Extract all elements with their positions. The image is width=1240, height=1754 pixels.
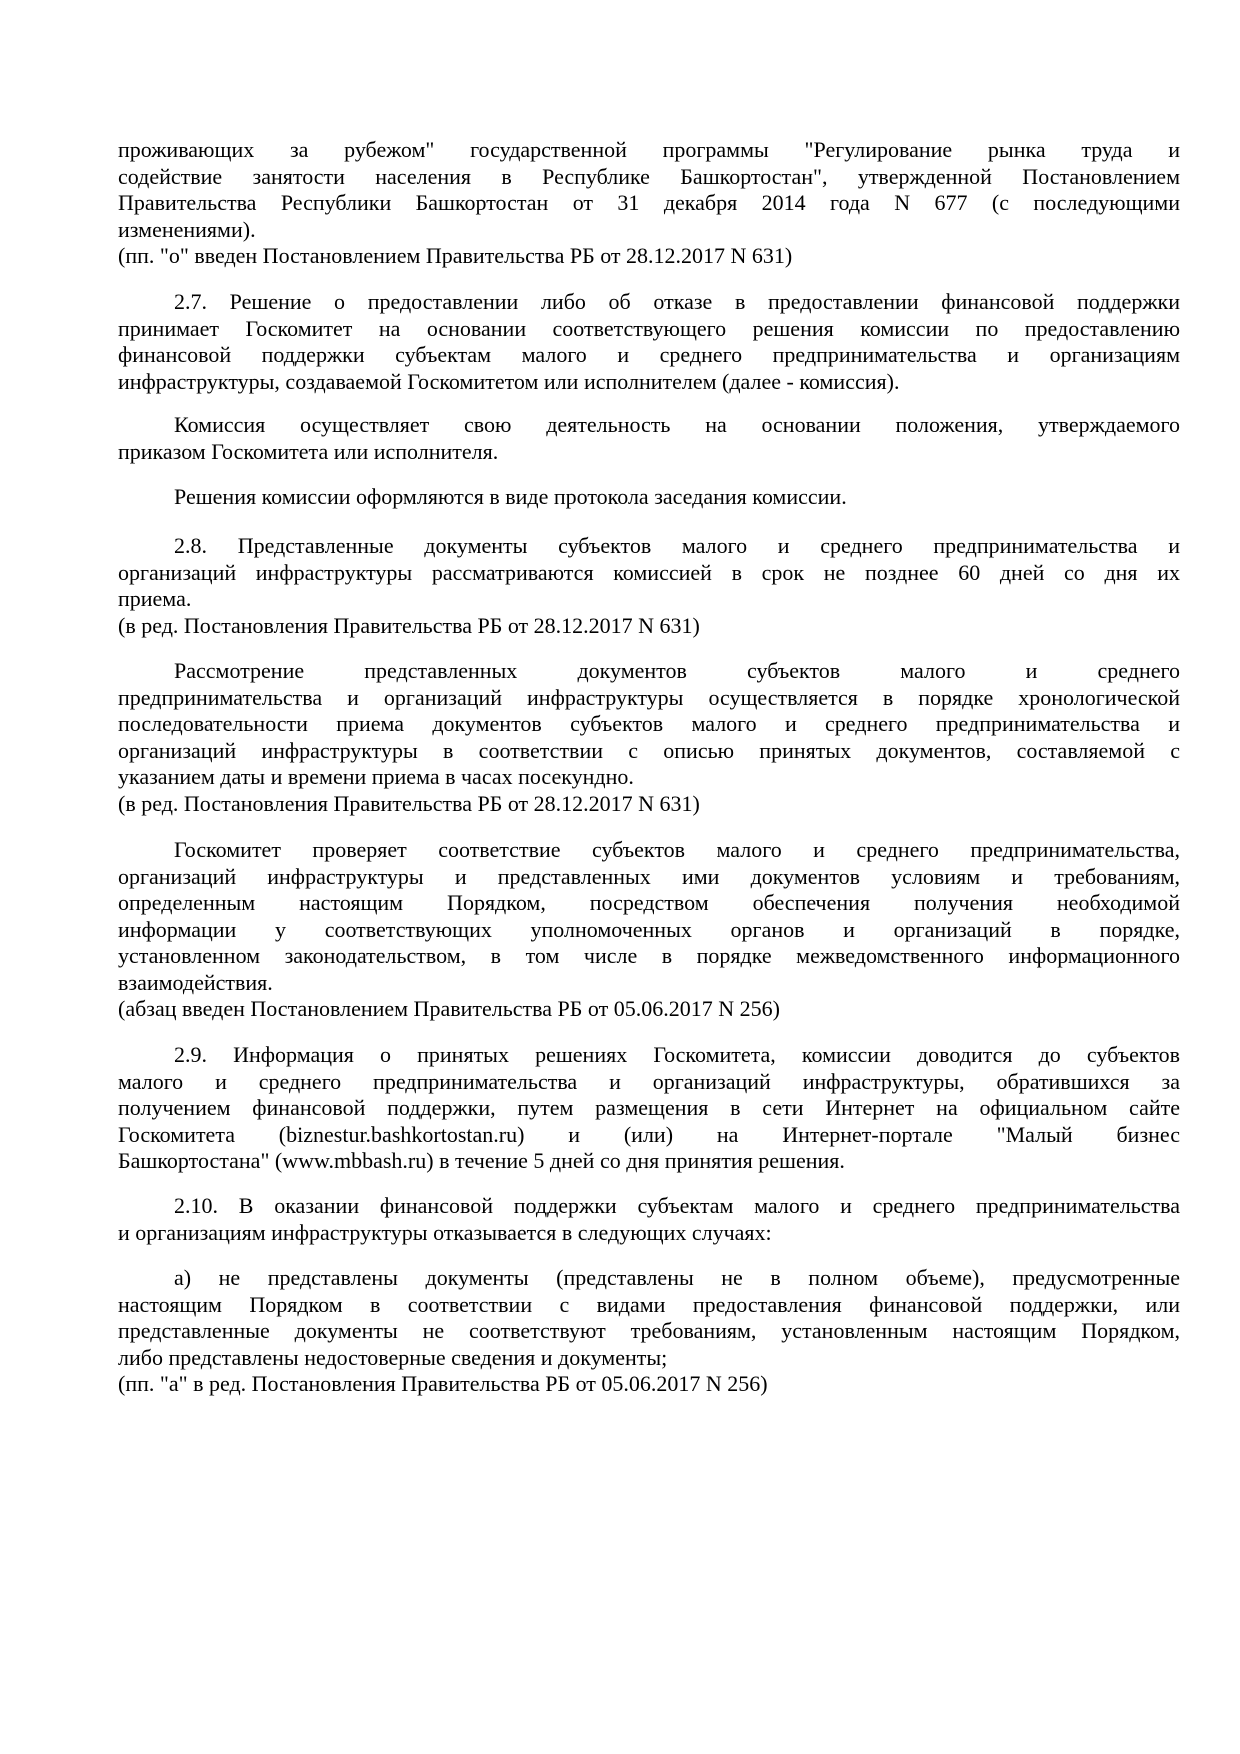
- text-line: изменениями).: [118, 216, 256, 242]
- text-line: инфраструктуры, создаваемой Госкомитетом или исполнителем (далее - комиссия).: [118, 368, 900, 394]
- paragraph: [118, 1193, 1180, 1246]
- text-line: представленные документы не соответствуют требованиям, установленным настоящим Порядком,: [118, 1318, 1180, 1343]
- amendment-note: (абзац введен Постановлением Правительства РБ от 05.06.2017 N 256): [118, 996, 780, 1021]
- text-line: Комиссия осуществляет свою деятельность на основании положения, утверждаемого: [174, 412, 1180, 437]
- text-line: последовательности приема документов субъектов малого и среднего предпринимательства и: [118, 711, 1180, 736]
- text-line: Госкомитета (biznestur.bashkortostan.ru) и (или) на Интернет-портале "Малый бизнес: [118, 1121, 1180, 1147]
- text-line: 2.9. Информация о принятых решениях Госкомитета, комиссии доводится до субъектов: [174, 1042, 1180, 1067]
- paragraph: [118, 1042, 1180, 1175]
- text-line: информации у соответствующих уполномоченных органов и организаций в порядке,: [118, 916, 1180, 942]
- paragraph: [118, 837, 1180, 1023]
- text-line: приказом Госкомитета или исполнителя.: [118, 438, 499, 464]
- paragraph: [118, 137, 1180, 270]
- text-line: либо представлены недостоверные сведения и документы;: [118, 1344, 668, 1370]
- paragraph: [118, 412, 1180, 465]
- text-line: и организациям инфраструктуры отказывается в следующих случаях:: [118, 1219, 772, 1245]
- text-line: Рассмотрение представленных документов субъектов малого и среднего: [174, 658, 1180, 683]
- amendment-note: (в ред. Постановления Правительства РБ от 28.12.2017 N 631): [118, 612, 700, 638]
- amendment-note: (в ред. Постановления Правительства РБ от 28.12.2017 N 631): [118, 790, 700, 816]
- paragraph: [118, 1265, 1180, 1398]
- paragraph: [118, 533, 1180, 639]
- paragraph: [118, 658, 1180, 817]
- text-line: 2.8. Представленные документы субъектов малого и среднего предпринимательства и: [174, 533, 1180, 558]
- text-line: малого и среднего предпринимательства и организаций инфраструктуры, обратившихся за: [118, 1068, 1180, 1094]
- paragraph: [118, 484, 1180, 511]
- text-line: определенным настоящим Порядком, посредством обеспечения получения необходимой: [118, 890, 1180, 915]
- text-line: предпринимательства и организаций инфраструктуры осуществляется в порядке хронологической: [118, 684, 1180, 710]
- text-line: организаций инфраструктуры в соответствии с описью принятых документов, составляемой с: [118, 737, 1180, 763]
- text-line: приема.: [118, 586, 192, 611]
- amendment-note: (пп. "а" в ред. Постановления Правительства РБ от 05.06.2017 N 256): [118, 1371, 768, 1396]
- text-line: а) не представлены документы (представлены не в полном объеме), предусмотренные: [174, 1265, 1180, 1290]
- text-line: организаций инфраструктуры рассматриваются комиссией в срок не позднее 60 дней со дня их: [118, 559, 1180, 585]
- text-line: организаций инфраструктуры и представленных ими документов условиям и требованиям,: [118, 863, 1180, 889]
- paragraph: [118, 289, 1180, 395]
- text-line: содействие занятости населения в Республике Башкортостан", утвержденной Постановлением: [118, 163, 1180, 189]
- text-line: 2.7. Решение о предоставлении либо об отказе в предоставлении финансовой поддержки: [174, 289, 1180, 314]
- text-line: Госкомитет проверяет соответствие субъектов малого и среднего предпринимательства,: [174, 837, 1180, 862]
- text-line: Башкортостана" (www.mbbash.ru) в течение 5 дней со дня принятия решения.: [118, 1148, 845, 1173]
- text-line: проживающих за рубежом" государственной программы "Регулирование рынка труда и: [118, 137, 1180, 162]
- text-line: указанием даты и времени приема в часах посекундно.: [118, 764, 634, 789]
- text-line: Правительства Республики Башкортостан от 31 декабря 2014 года N 677 (с последующими: [118, 190, 1180, 215]
- text-line: Решения комиссии оформляются в виде протокола заседания комиссии.: [174, 484, 847, 509]
- text-line: настоящим Порядком в соответствии с видами предоставления финансовой поддержки, или: [118, 1291, 1180, 1317]
- text-line: получением финансовой поддержки, путем размещения в сети Интернет на официальном сайте: [118, 1095, 1180, 1120]
- text-line: установленном законодательством, в том числе в порядке межведомственного информационного: [118, 943, 1180, 968]
- text-line: взаимодействия.: [118, 969, 273, 995]
- text-line: финансовой поддержки субъектам малого и среднего предпринимательства и организациям: [118, 342, 1180, 367]
- text-line: принимает Госкомитет на основании соответствующего решения комиссии по предоставлению: [118, 315, 1180, 341]
- amendment-note: (пп. "о" введен Постановлением Правительства РБ от 28.12.2017 N 631): [118, 243, 793, 268]
- text-line: 2.10. В оказании финансовой поддержки субъектам малого и среднего предпринимательства: [174, 1193, 1180, 1218]
